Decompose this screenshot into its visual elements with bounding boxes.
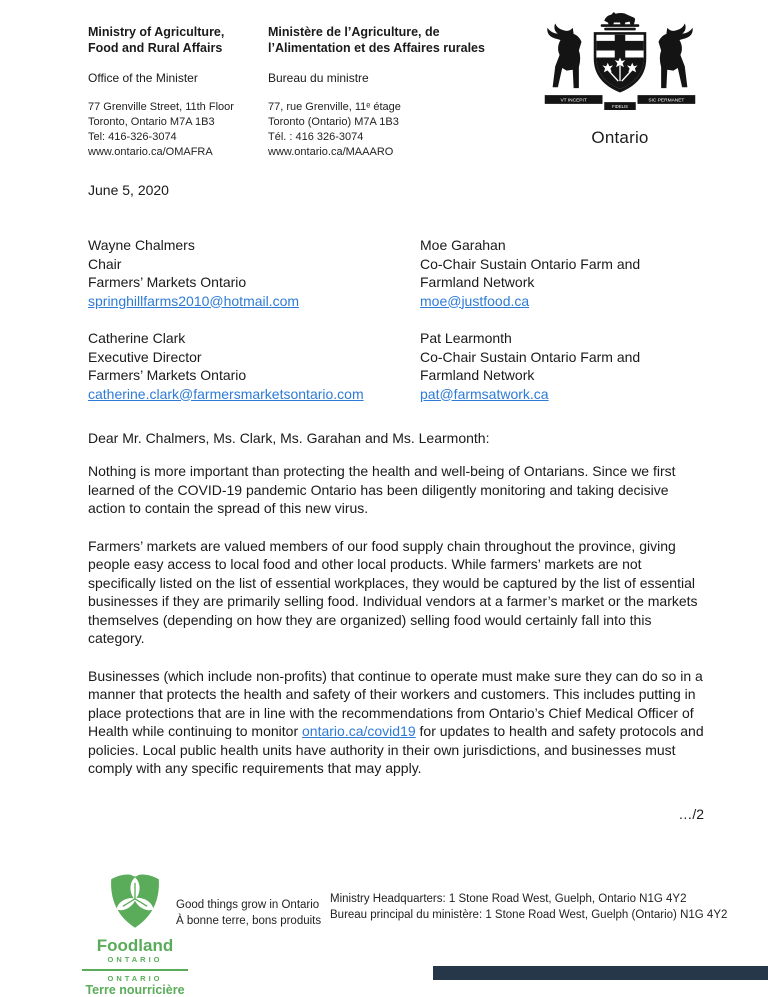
ministry-name-fr-line1: Ministère de l’Agriculture, de [268, 25, 440, 39]
recipient-title: Co-Chair Sustain Ontario Farm and [420, 255, 641, 272]
letterhead-french [268, 24, 520, 160]
recipient-org: Farmland Network [420, 274, 535, 290]
paragraph-3 [88, 667, 704, 778]
moose-icon [547, 23, 581, 88]
foodland-name: Foodland [96, 935, 174, 955]
footer-headquarters [330, 891, 727, 923]
ministry-name-fr-line2: l’Alimentation et des Affaires rurales [268, 41, 485, 55]
address-line: Tel: 416-326-3074 [88, 131, 177, 143]
recipient-org: Farmland Network [420, 367, 535, 383]
foodland-ontario-fr: ONTARIO [107, 973, 163, 983]
letter-date: June 5, 2020 [88, 182, 169, 198]
foodland-ontario-logo [74, 868, 196, 997]
foodland-ontario-en: ONTARIO [107, 954, 163, 964]
office-line-en: Office of the Minister [88, 71, 198, 85]
ministry-name-en-line2: Food and Rural Affairs [88, 41, 223, 55]
paragraph-3-text: Businesses (which include non-profits) that continue to operate must make sure they can do so in a manner that protects the health and safety of their workers and customers. This includes putting in place protections that are in line with the recommendations from Ontario’s Chief Medical Officer of Health while continuing to monitor [88, 667, 703, 739]
address-line: www.ontario.ca/OMAFRA [88, 146, 213, 158]
address-line: www.ontario.ca/MAAARO [268, 146, 394, 158]
salutation: Dear Mr. Chalmers, Ms. Clark, Ms. Garahan and Ms. Learmonth: [88, 430, 490, 446]
recipient-email-link[interactable]: springhillfarms2010@hotmail.com [88, 292, 300, 309]
recipient-email-link[interactable]: pat@farmsatwork.ca [420, 385, 549, 402]
recipient-email-link[interactable]: catherine.clark@farmersmarketsontario.com [88, 385, 364, 402]
foodland-divider [82, 969, 188, 971]
crest-motto-center: FIDELIS [612, 104, 628, 110]
ontario-wordmark: Ontario [591, 128, 649, 148]
address-line: 77, rue Grenville, 11ᵉ étage [268, 101, 401, 113]
ontario-coat-of-arms [543, 12, 697, 148]
recipient-org: Farmers’ Markets Ontario [88, 274, 247, 290]
coat-of-arms-icon [543, 12, 697, 122]
shield-icon [594, 32, 647, 92]
recipient-block [420, 329, 704, 403]
letterhead-english [88, 24, 264, 160]
recipient-name: Wayne Chalmers [88, 237, 195, 253]
ministry-name-fr [268, 24, 520, 56]
letter-body [88, 462, 704, 797]
recipient-name: Catherine Clark [88, 330, 186, 346]
ministry-name-en-line1: Ministry of Agriculture, [88, 25, 225, 39]
foodland-trillium-icon [107, 868, 163, 930]
address-line: Toronto, Ontario M7A 1B3 [88, 116, 215, 128]
foodland-terre-nourriciere: Terre nourricière [85, 982, 185, 997]
recipient-title: Chair [88, 255, 122, 272]
headquarters-english: Ministry Headquarters: 1 Stone Road West, Guelph, Ontario N1G 4Y2 [330, 893, 687, 905]
paragraph-2: Farmers’ markets are valued members of our food supply chain throughout the province, giving people easy access to local food and other local products. While farmers’ markets are not specifically listed on the list of essential workplaces, they would be captured by the list of essential businesses if they are primarily selling food. Individual vendors at a farmer’s market or the markets themselves (depending on how they are organized) selling food would certainly fall into this category. [88, 537, 698, 646]
ministry-name-en [88, 24, 264, 56]
tagline-english: Good things grow in Ontario [176, 899, 320, 911]
address-line: Toronto (Ontario) M7A 1B3 [268, 116, 399, 128]
recipient-grid [88, 236, 704, 403]
page-continuation-indicator: …/2 [678, 806, 704, 822]
bottom-dark-bar [433, 966, 768, 980]
office-line-fr: Bureau du ministre [268, 71, 369, 85]
headquarters-french: Bureau principal du ministère: 1 Stone Road West, Guelph (Ontario) N1G 4Y2 [330, 909, 728, 921]
address-line: 77 Grenville Street, 11th Floor [88, 101, 234, 113]
deer-icon [659, 23, 693, 88]
recipient-block [88, 236, 420, 310]
recipient-title: Co-Chair Sustain Ontario Farm and [420, 348, 641, 365]
crest-motto-right: SIC PERMANET [648, 98, 685, 104]
crest-motto-left: VT INCEPIT [560, 98, 587, 104]
recipient-name: Moe Garahan [420, 237, 506, 253]
paragraph-3-text: for updates to health and safety protocols and policies. Local public health units have authority in their own jurisdictions, and businesses must comply with any specific requirements that may apply. [88, 723, 704, 776]
bear-icon [601, 12, 640, 30]
recipient-name: Pat Learmonth [420, 330, 512, 346]
recipient-block [420, 236, 704, 310]
address-block-en [88, 100, 264, 160]
recipient-org: Farmers’ Markets Ontario [88, 367, 247, 383]
address-block-fr [268, 100, 520, 160]
covid19-link[interactable]: ontario.ca/covid19 [302, 723, 416, 739]
recipient-block [88, 329, 420, 403]
tagline-french: À bonne terre, bons produits [176, 915, 322, 927]
recipient-title: Executive Director [88, 348, 202, 365]
address-line: Tél. : 416 326-3074 [268, 131, 364, 143]
recipient-email-link[interactable]: moe@justfood.ca [420, 292, 530, 309]
motto-banners [545, 95, 696, 110]
paragraph-1: Nothing is more important than protecting the health and well-being of Ontarians. Since we first learned of the COVID-19 pandemic Ontario has been diligently monitoring and taking decisive action to contain the spread of this new virus. [88, 463, 676, 516]
footer-tagline [176, 897, 321, 929]
